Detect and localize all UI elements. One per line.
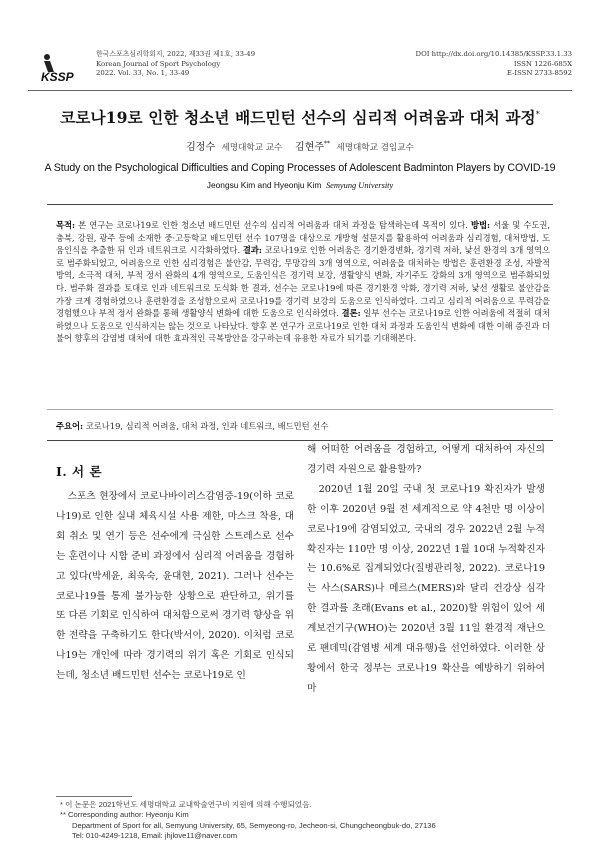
section-heading-introduction: I. 서 론: [56, 464, 103, 479]
abstract-conclusion: 일부 선수는 코로나19로 인한 어려움에 적절히 대처하였으나 도움으로 인식하지는 않는 것으로 나타났다. 향후 본 연구가 코로나19로 인한 대처 과정과 도움인식 변화에 대한 이해 증진과 더불어 향후의 감염병 대처에 대한 효과적인 극복방안을 강구하는데 유용한 자료가 되기를 기대해본다.: [56, 308, 551, 344]
authors-ko: [0, 138, 600, 153]
footnote-address: Department of Sport for all, Semyung University, 65, Semyeong-ro, Jecheon-si, Chungcheongbuk-do, 27136: [72, 820, 436, 830]
abstract-result: 코로나19로 인한 어려움은 경기환경변화, 경기력 저하, 낯선 환경의 3개 영역으로 범주화되었고, 어려움으로 인한 심리경험은 불안감, 무력감, 무망감의 3개 영역으로, 어려움을 대처하는 방법은 훈련환경 조성, 자발적 방역, 소극적 대처, 부적 정서 완화의 4개 영역으로, 도움인식은 경기력 보강, 생활양식 변화, 자기주도 강화의 3개 영역으로 범주화되었다. 범주화 결과를 토대로 인과 네트워크로 도식화 한 결과, 선수는 코로나19에 따른 경기환경 악화, 경기력 저하, 낯선 생활로 불안감을 가장 크게 경험하였으나 훈련환경을 조성함으로써 코로나19를 경기력 보강의 도움으로 인식하였다. 그리고 심리적 어려움으로 무력감을 경험했으나 부적 정서 완화를 통해 생활양식 변화에 대한 도움으로 인식하였다.: [56, 245, 551, 319]
paper-title-en: A Study on the Psychological Difficulties and Coping Processes of Adolescent Badminton Players by COVID-19: [44, 162, 556, 174]
abstract: [56, 219, 550, 345]
paragraph: 해 어떠한 어려움을 경험하고, 어떻게 대처하여 자신의 경기력 자원으로 활용할까?: [307, 444, 545, 475]
journal-volume: 2022. Vol. 33, No. 1, 33-49: [96, 69, 190, 77]
abstract-conclusion-label: 결론:: [341, 308, 361, 319]
keywords-list: 코로나19, 심리적 어려움, 대처 과정, 인과 네트워크, 배드민턴 선수: [85, 421, 329, 431]
body-column-right: [307, 440, 545, 699]
abstract-top-rule: [47, 204, 553, 205]
body-column-left: [56, 487, 294, 686]
author1-name: 김정수: [186, 142, 216, 153]
doi-link[interactable]: DOI http://dx.doi.org/10.14385/KSSP.33.1.33: [415, 50, 572, 58]
issn: ISSN 1226-685X: [513, 59, 572, 68]
university-en: Semyung University: [325, 181, 394, 190]
author2-name: 김현주: [295, 142, 325, 153]
journal-ids: [416, 50, 572, 79]
keywords-label: 주요어:: [56, 421, 84, 431]
keywords-divider: [47, 409, 553, 410]
keywords: [56, 420, 550, 432]
kssp-logo: [38, 50, 78, 84]
footnote-corresponding: ** Corresponding author: Hyeonju Kim: [60, 810, 189, 820]
journal-info: [96, 50, 255, 79]
abstract-result-label: 결과:: [242, 245, 262, 256]
paragraph: 2020년 1월 20일 국내 첫 코로나19 확진자가 발생한 이후 2020년 9월 전 세계적으로 약 4천만 명 이상이 코로나19에 감염되었고, 국내의 경우 2022년 2월 누적확진자는 110만 명 이상, 2022년 1월 10대 누적확진자는 10.6%로 집계되었다(질병관리청, 2022). 코로나19는 사스(SARS)나 메르스(MERS)와 달리 건강상 심각한 결과를 초래(Evans et al., 2020)할 위험이 있어 세계보건기구(WHO)는 2020년 3월 11일 환경적 재난으로 팬데믹(감염병 세계 대유행)을 선언하였다. 이러한 상황에서 한국 정부는 코로나19 확산을 예방하기 위하여 마: [307, 483, 545, 694]
abstract-method-label: 방법:: [470, 220, 491, 230]
svg-text:KSSP: KSSP: [41, 70, 74, 84]
author2-mark: **: [324, 140, 331, 148]
authors-en: [0, 180, 600, 190]
footnote-funding: * 이 논문은 2021학년도 세명대학교 교내학술연구비 지원에 의해 수행되었음.: [60, 800, 312, 809]
footnotes: [60, 800, 436, 842]
abstract-purpose-label: 목적:: [56, 220, 76, 230]
footnote-contact: Tel: 010-4249-1218, Email: jhjlove11@naver.com: [72, 831, 238, 841]
journal-name-en: Korean Journal of Sport Psychology: [96, 59, 221, 68]
author1-affiliation: 세명대학교 교수: [221, 143, 283, 153]
paper-title-ko: 코로나19로 인한 청소년 배드민턴 선수의 심리적 어려움과 대처 과정*: [60, 108, 540, 127]
title-footnote-mark: *: [535, 109, 540, 119]
journal-name-ko: 한국스포츠심리학회지, 2022, 제33권 제1호, 33-49: [96, 50, 256, 58]
author-names-en: Jeongsu Kim and Hyeonju Kim: [206, 180, 322, 190]
header-divider: [28, 90, 572, 91]
footnote-rule: [56, 796, 132, 797]
abstract-purpose: 본 연구는 코로나19로 인한 청소년 배드민턴 선수의 심리적 어려움과 대처 과정을 탐색하는데 목적이 있다.: [78, 220, 468, 230]
author2-affiliation: 세명대학교 겸임교수: [336, 143, 414, 153]
paragraph: 스포츠 현장에서 코로나바이러스감염증-19(이하 코로나19)로 인한 실내 체육시설 사용 제한, 마스크 착용, 대회 취소 및 연기 등은 선수에게 극심한 스트레스로 선수는 훈련이나 시합 준비 과정에서 심리적 어려움을 경험하고 있다(박세윤, 최욱숙, 윤대현, 2021). 그러나 선수는 코로나19를 통제 불가능한 상황으로 판단하고, 위기를 또 다른 기회로 인식하여 대처함으로써 경기력 향상을 위한 전략을 구축하기도 한다(박서이, 2020). 이처럼 코로나19는 개인에 따라 경기력의 위기 혹은 기회로 인식되는데, 청소년 배드민턴 선수는 코로나19로 인: [56, 491, 294, 682]
eissn: E-ISSN 2733-8592: [506, 69, 572, 77]
abstract-method: 서울 및 수도권, 충북, 강원, 광주 등에 소재한 중·고등학교 배드민턴 선수 107명을 대상으로 개방형 설문지를 활용하여 어려움과 심리경험, 대처방법, 도움인식을 추출한 뒤 인과 네트워크로 시각화하였다.: [56, 220, 551, 256]
